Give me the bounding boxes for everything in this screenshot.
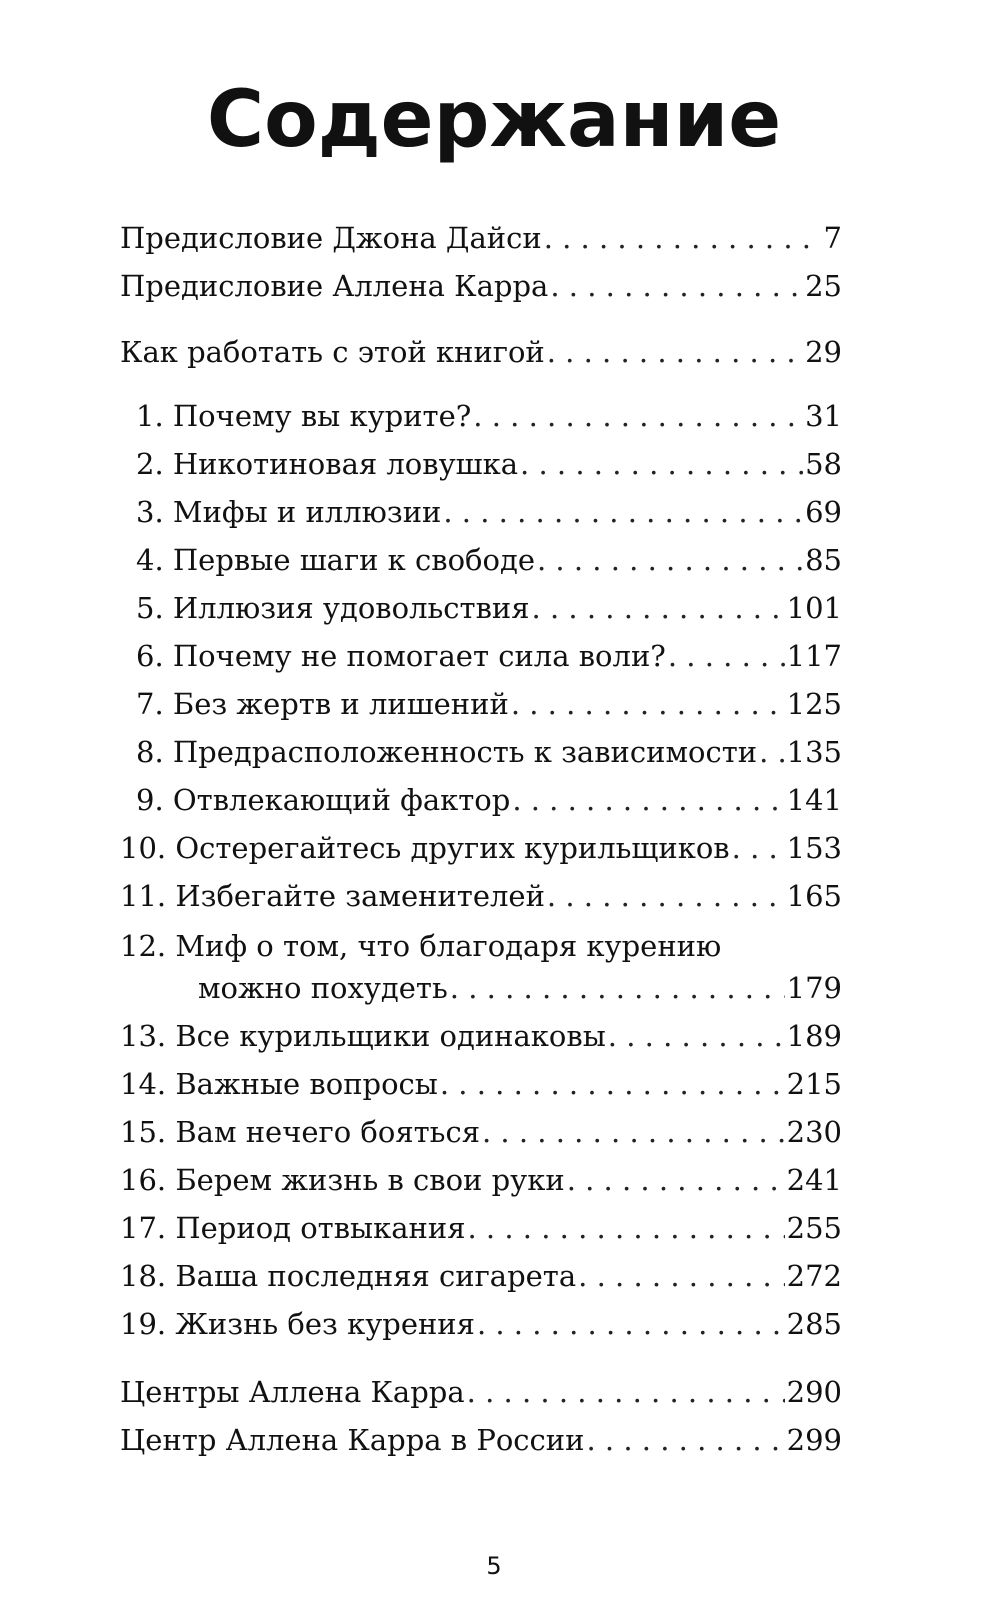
entry-title: Предисловие Аллена Карра — [120, 269, 549, 303]
toc-chapter — [120, 828, 842, 868]
chapter-number: 6. — [136, 639, 164, 673]
toc-chapter — [198, 968, 842, 1008]
toc-entry — [120, 332, 842, 372]
chapter-number: 3. — [136, 495, 164, 529]
dot-leader — [586, 1420, 784, 1460]
chapter-number: 14. — [120, 1067, 167, 1101]
entry-title: Мифы и иллюзии — [172, 495, 442, 529]
toc-chapter — [120, 876, 842, 916]
entry-page: 272 — [786, 1259, 842, 1293]
toc-chapter — [120, 1256, 842, 1296]
dot-leader — [547, 332, 803, 372]
toc-chapter — [120, 396, 842, 436]
entry-page: 165 — [786, 879, 842, 913]
entry-page: 101 — [786, 591, 842, 625]
dot-leader — [759, 732, 785, 772]
chapter-number: 17. — [120, 1211, 167, 1245]
entry-page: 7 — [823, 221, 842, 255]
dot-leader — [468, 1208, 785, 1248]
entry-title: Берем жизнь в свои руки — [175, 1163, 565, 1197]
toc-chapter — [120, 444, 842, 484]
chapter-number: 9. — [136, 783, 164, 817]
entry-page: 85 — [805, 543, 842, 577]
entry-page: 69 — [805, 495, 842, 529]
entry-page: 29 — [805, 335, 842, 369]
toc-chapter — [120, 636, 842, 676]
entry-title: Никотиновая ловушка — [172, 447, 519, 481]
entry-title: Период отвыкания — [175, 1211, 466, 1245]
entry-page: 58 — [805, 447, 842, 481]
chapter-number: 1. — [136, 399, 164, 433]
entry-title: Без жертв и лишений — [172, 687, 509, 721]
entry-page: 285 — [786, 1307, 842, 1341]
dot-leader — [578, 1256, 785, 1296]
chapter-number: 8. — [136, 735, 164, 769]
toc-chapter — [120, 780, 842, 820]
toc-entry — [120, 1420, 842, 1460]
chapter-number: 5. — [136, 591, 164, 625]
dot-leader — [511, 684, 785, 724]
toc-entry — [120, 1372, 842, 1412]
chapter-number: 12. — [120, 929, 167, 963]
entry-title: Почему не помогает сила воли? — [172, 639, 666, 673]
toc-chapter — [120, 684, 842, 724]
chapter-number: 13. — [120, 1019, 167, 1053]
entry-page: 141 — [786, 783, 842, 817]
entry-page: 241 — [786, 1163, 842, 1197]
toc-chapter — [120, 588, 842, 628]
chapter-number: 18. — [120, 1259, 167, 1293]
entry-title: Отвлекающий фактор — [172, 783, 511, 817]
chapter-number: 7. — [136, 687, 164, 721]
entry-title: Центры Аллена Карра — [120, 1375, 465, 1409]
entry-title: Центр Аллена Карра в России — [120, 1423, 585, 1457]
entry-title: Важные вопросы — [175, 1067, 438, 1101]
toc-chapter — [120, 540, 842, 580]
entry-page: 179 — [786, 971, 842, 1005]
chapter-number: 10. — [120, 831, 167, 865]
entry-title: Все курильщики одинаковы — [175, 1019, 606, 1053]
entry-title: Предисловие Джона Дайси — [120, 221, 542, 255]
dot-leader — [477, 1304, 785, 1344]
toc-chapter — [120, 1304, 842, 1344]
toc-entry — [120, 218, 842, 258]
dot-leader — [668, 636, 785, 676]
dot-leader — [450, 968, 785, 1008]
dot-leader — [467, 1372, 785, 1412]
dot-leader — [482, 1112, 785, 1152]
chapter-number: 16. — [120, 1163, 167, 1197]
dot-leader — [520, 444, 803, 484]
entry-title: Иллюзия удовольствия — [172, 591, 530, 625]
dot-leader — [512, 780, 784, 820]
entry-page: 31 — [805, 399, 842, 433]
chapter-number: 19. — [120, 1307, 167, 1341]
dot-leader — [473, 396, 803, 436]
entry-title: Как работать с этой книгой — [120, 335, 545, 369]
page-number: 5 — [486, 1552, 502, 1580]
entry-title: Избегайте заменителей — [175, 879, 545, 913]
toc-entry — [120, 266, 842, 306]
entry-page: 215 — [786, 1067, 842, 1101]
dot-leader — [532, 588, 785, 628]
entry-title-continuation: можно похудеть — [198, 971, 448, 1005]
entry-title: Почему вы курите? — [172, 399, 472, 433]
entry-title: Вам нечего бояться — [175, 1115, 480, 1149]
entry-title: Ваша последняя сигарета — [175, 1259, 577, 1293]
entry-page: 153 — [786, 831, 842, 865]
toc-chapter — [120, 1016, 842, 1056]
dot-leader — [443, 492, 803, 532]
dot-leader — [537, 540, 803, 580]
chapter-number: 11. — [120, 879, 167, 913]
chapter-number: 2. — [136, 447, 164, 481]
entry-title: Первые шаги к свободе — [172, 543, 535, 577]
dot-leader — [567, 1160, 785, 1200]
toc-chapter — [120, 1112, 842, 1152]
toc-chapter — [120, 1208, 842, 1248]
entry-title: Предрасположенность к зависимости — [172, 735, 758, 769]
dot-leader — [732, 828, 785, 868]
entry-page: 255 — [786, 1211, 842, 1245]
toc-chapter — [120, 492, 842, 532]
chapter-number: 15. — [120, 1115, 167, 1149]
dot-leader — [544, 218, 822, 258]
toc-chapter — [120, 1160, 842, 1200]
entry-page: 135 — [786, 735, 842, 769]
toc-chapter — [120, 1064, 842, 1104]
entry-page: 125 — [786, 687, 842, 721]
entry-page: 25 — [805, 269, 842, 303]
entry-title: Миф о том, что благодаря курению — [175, 929, 722, 963]
entry-page: 189 — [786, 1019, 842, 1053]
entry-page: 299 — [786, 1423, 842, 1457]
chapter-number: 4. — [136, 543, 164, 577]
dot-leader — [608, 1016, 785, 1056]
entry-page: 230 — [786, 1115, 842, 1149]
dot-leader — [547, 876, 785, 916]
page-title: Содержание — [206, 75, 782, 165]
dot-leader — [550, 266, 803, 306]
toc-chapter — [120, 732, 842, 772]
entry-page: 117 — [786, 639, 842, 673]
dot-leader — [440, 1064, 785, 1104]
entry-title: Жизнь без курения — [175, 1307, 475, 1341]
entry-page: 290 — [786, 1375, 842, 1409]
entry-title: Остерегайтесь других курильщиков — [175, 831, 730, 865]
toc-chapter-first-line — [120, 926, 842, 966]
